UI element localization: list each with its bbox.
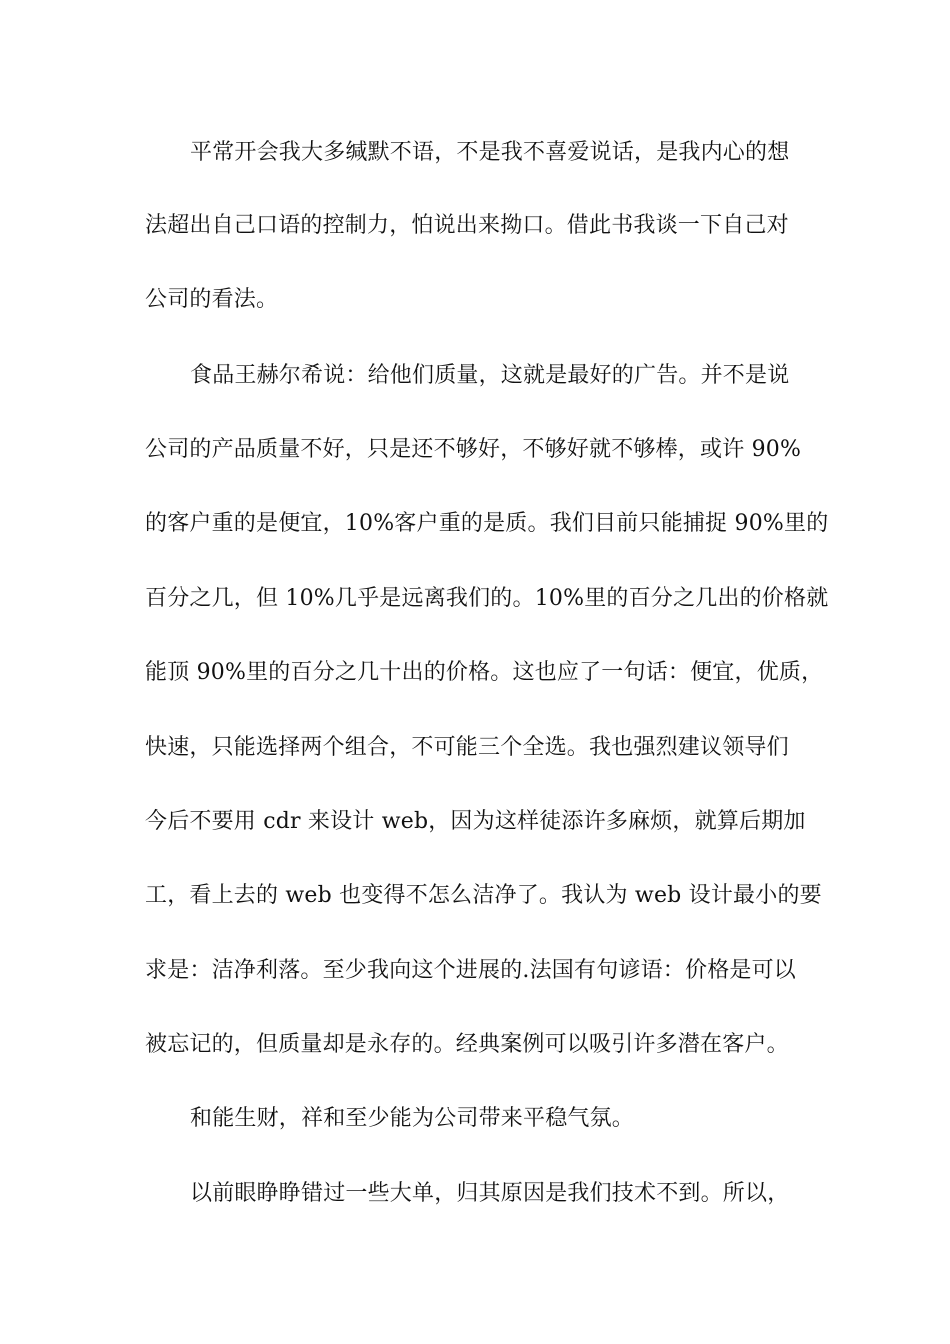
paragraph-line: 工，看上去的 web 也变得不怎么洁净了。我认为 web 设计最小的要	[145, 883, 822, 908]
paragraph-line: 求是：洁净利落。至少我向这个进展的.法国有句谚语：价格是可以	[145, 958, 796, 983]
paragraph-line: 平常开会我大多缄默不语，不是我不喜爱说话，是我内心的想	[190, 140, 790, 165]
paragraph-line: 法超出自己口语的控制力，怕说出来拗口。借此书我谈一下自己对	[145, 213, 789, 238]
paragraph-line: 能顶 90%里的百分之几十出的价格。这也应了一句话：便宜，优质，	[145, 660, 824, 685]
paragraph-line: 食品王赫尔希说：给他们质量，这就是最好的广告。并不是说	[190, 363, 790, 388]
paragraph-line: 的客户重的是便宜，10%客户重的是质。我们目前只能捕捉 90%里的	[145, 511, 829, 536]
paragraph-line: 和能生财，祥和至少能为公司带来平稳气氛。	[190, 1106, 635, 1131]
paragraph-line: 公司的产品质量不好，只是还不够好，不够好就不够棒，或许 90%	[145, 437, 802, 462]
paragraph-line: 公司的看法。	[145, 287, 279, 312]
paragraph-line: 百分之几，但 10%几乎是远离我们的。10%里的百分之几出的价格就	[145, 586, 829, 611]
paragraph-line: 以前眼睁睁错过一些大单，归其原因是我们技术不到。所以，	[190, 1181, 790, 1206]
paragraph-line: 被忘记的，但质量却是永存的。经典案例可以吸引许多潜在客户。	[145, 1032, 789, 1057]
paragraph-line: 快速，只能选择两个组合，不可能三个全选。我也强烈建议领导们	[145, 735, 789, 760]
paragraph-line: 今后不要用 cdr 来设计 web，因为这样徒添许多麻烦，就算后期加	[145, 809, 806, 834]
